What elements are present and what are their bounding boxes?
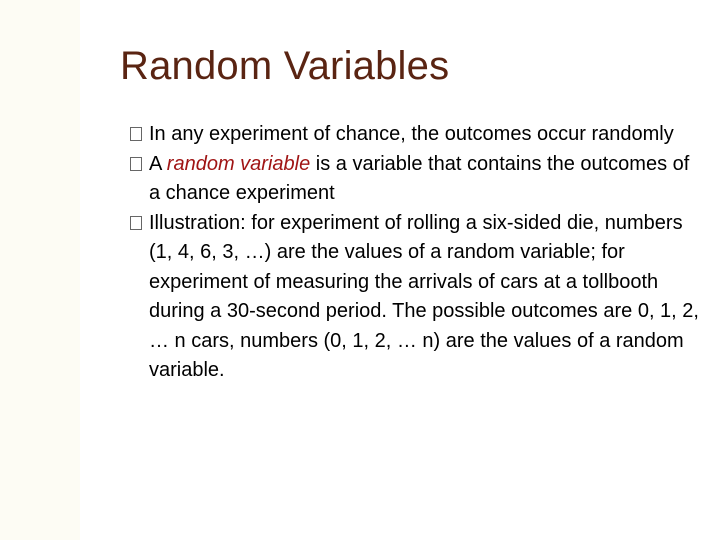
bullet-item — [130, 120, 705, 150]
slide-title: Random Variables — [120, 44, 450, 88]
bullet-box-icon — [130, 216, 142, 230]
bullet-text: Illustration: for experiment of rolling a six-sided die, numbers (1, 4, 6, 3, …) are the values of a random variable; for experiment of measuring the arrivals of cars at a tollbooth during a 30-second period. The possible outcomes are 0, 1, 2, … n cars, numbers (0, 1, 2, … n) are the values of a random variable. — [149, 211, 699, 381]
left-decorative-band — [0, 0, 80, 540]
bullet-list — [130, 120, 705, 386]
bullet-item — [130, 209, 705, 386]
emphasized-term: random variable — [166, 152, 311, 175]
bullet-text: In any experiment of chance, the outcomes occur randomly — [149, 123, 674, 145]
bullet-item — [130, 150, 705, 209]
bullet-box-icon — [130, 127, 142, 141]
bullet-box-icon — [130, 157, 142, 171]
bullet-text-after: is a variable that contains the outcomes of a chance experiment — [149, 152, 690, 204]
bullet-text-before: A — [149, 152, 167, 175]
